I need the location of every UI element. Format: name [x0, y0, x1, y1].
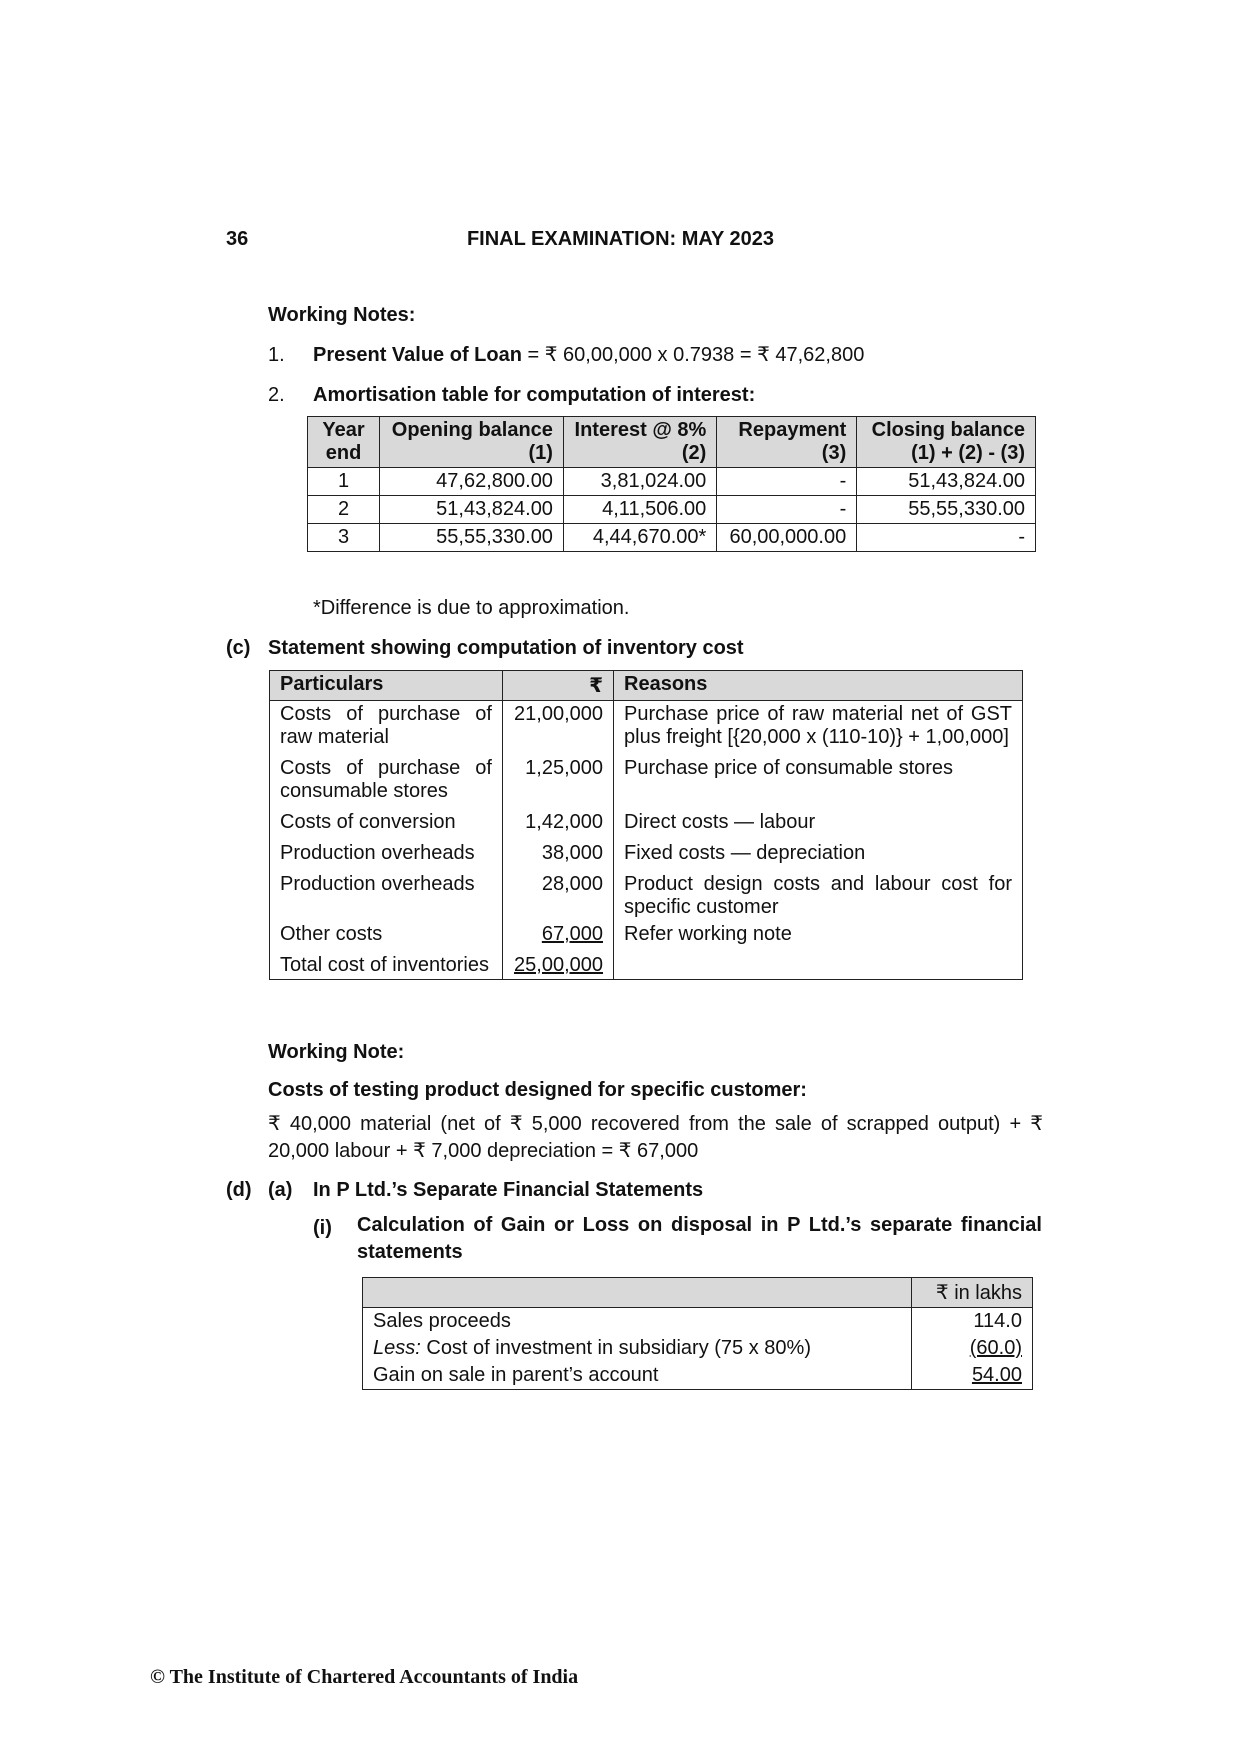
- table-cell: -: [717, 496, 857, 524]
- table-row: [270, 871, 1023, 921]
- table-cell: 1,25,000: [503, 755, 614, 809]
- working-note-text: ₹ 40,000 material (net of ₹ 5,000 recovered from the sale of scrapped output) + ₹ 20,000 labour + ₹ 7,000 depreciation = ₹ 67,000: [268, 1113, 1043, 1162]
- table-cell: Purchase price of raw material net of GST plus freight [{20,000 x (110-10)} + 1,00,000]: [614, 701, 1023, 756]
- note1-label: Present Value of Loan: [313, 344, 522, 366]
- table-cell: Production overheads: [270, 840, 503, 871]
- working-note-heading: Working Note:: [268, 1041, 405, 1063]
- table-cell: -: [857, 524, 1036, 552]
- table-cell: Refer working note: [614, 921, 1023, 952]
- gain-loss-header-row: [363, 1278, 1033, 1308]
- table-row: [270, 809, 1023, 840]
- table-cell: Purchase price of consumable stores: [614, 755, 1023, 809]
- table-cell: Fixed costs — depreciation: [614, 840, 1023, 871]
- amortisation-header-row: [308, 417, 1036, 468]
- section-c-heading: Statement showing computation of inventory cost: [268, 637, 744, 659]
- table-cell: Gain on sale in parent’s account: [363, 1362, 912, 1390]
- note2-number: 2.: [268, 384, 285, 406]
- gain-loss-header-unit: ₹ in lakhs: [912, 1278, 1033, 1308]
- table-cell: Direct costs — labour: [614, 809, 1023, 840]
- table-cell: 47,62,800.00: [380, 468, 564, 496]
- table-row: [308, 468, 1036, 496]
- table-cell: Costs of conversion: [270, 809, 503, 840]
- table-cell: 28,000: [503, 871, 614, 921]
- table-row: [270, 701, 1023, 756]
- table-cell: Costs of purchase of raw material: [270, 701, 503, 756]
- gain-loss-table: [362, 1277, 1033, 1390]
- table-cell: Costs of purchase of consumable stores: [270, 755, 503, 809]
- table-cell: 1: [308, 468, 380, 496]
- section-c-label: (c): [226, 637, 251, 659]
- table-cell: 4,44,670.00*: [563, 524, 716, 552]
- note2-label: Amortisation table for computation of interest:: [313, 384, 756, 406]
- table-cell: [614, 952, 1023, 980]
- table-cell: 1,42,000: [503, 809, 614, 840]
- footer-copyright: © The Institute of Chartered Accountants of India: [150, 1666, 579, 1688]
- table-row: [308, 524, 1036, 552]
- working-note-subheading: Costs of testing product designed for specific customer:: [268, 1079, 807, 1101]
- note1: [313, 343, 864, 367]
- amortisation-header-year: Year end: [308, 417, 380, 468]
- table-row: [270, 840, 1023, 871]
- page-number: 36: [226, 228, 249, 250]
- item-i-heading: Calculation of Gain or Loss on disposal in P Ltd.’s separate financial statements: [357, 1214, 1042, 1263]
- table-cell: -: [717, 468, 857, 496]
- table-cell: Total cost of inventories: [270, 952, 503, 980]
- note1-number: 1.: [268, 344, 285, 366]
- table-cell: 3: [308, 524, 380, 552]
- table-cell: 67,000: [503, 921, 614, 952]
- gain-loss-header-blank: [363, 1278, 912, 1308]
- table-cell: (60.0): [912, 1335, 1033, 1362]
- table-cell: 55,55,330.00: [857, 496, 1036, 524]
- amortisation-table: [307, 416, 1036, 552]
- working-notes-heading: Working Notes:: [268, 304, 416, 326]
- section-d-sublabel: (a): [268, 1179, 293, 1201]
- inventory-header-particulars: Particulars: [270, 671, 503, 701]
- amortisation-header-repayment: Repayment (3): [717, 417, 857, 468]
- table-cell: 25,00,000: [503, 952, 614, 980]
- table-cell: Product design costs and labour cost for specific customer: [614, 871, 1023, 921]
- table-cell: 38,000: [503, 840, 614, 871]
- table-cell: 3,81,024.00: [563, 468, 716, 496]
- table-row: [363, 1335, 1033, 1362]
- amortisation-header-opening: Opening balance (1): [380, 417, 564, 468]
- table-cell: 2: [308, 496, 380, 524]
- table-cell: Less: Cost of investment in subsidiary (75 x 80%): [363, 1335, 912, 1362]
- inventory-cost-table: [269, 670, 1023, 980]
- item-i-label: (i): [313, 1217, 332, 1239]
- table-cell: 51,43,824.00: [857, 468, 1036, 496]
- table-cell: Sales proceeds: [363, 1308, 912, 1336]
- table-cell: 60,00,000.00: [717, 524, 857, 552]
- table-cell: 54.00: [912, 1362, 1033, 1390]
- running-header: FINAL EXAMINATION: MAY 2023: [466, 228, 775, 250]
- table-row: [270, 921, 1023, 952]
- table-cell: Production overheads: [270, 871, 503, 921]
- table-row: [270, 755, 1023, 809]
- amortisation-header-interest: Interest @ 8% (2): [563, 417, 716, 468]
- table-cell: Other costs: [270, 921, 503, 952]
- table-row: [270, 952, 1023, 980]
- table-row: [308, 496, 1036, 524]
- note1-text: = ₹ 60,00,000 x 0.7938 = ₹ 47,62,800: [521, 344, 865, 366]
- table-cell: 51,43,824.00: [380, 496, 564, 524]
- table-row: [363, 1308, 1033, 1336]
- table-cell: 21,00,000: [503, 701, 614, 756]
- section-d-heading: In P Ltd.’s Separate Financial Statements: [313, 1179, 704, 1201]
- amortisation-header-closing: Closing balance (1) + (2) - (3): [857, 417, 1036, 468]
- amortisation-footnote: *Difference is due to approximation.: [313, 597, 630, 619]
- inventory-header-row: [270, 671, 1023, 701]
- section-d-label: (d): [226, 1179, 252, 1201]
- table-cell: 55,55,330.00: [380, 524, 564, 552]
- inventory-header-amount: ₹: [503, 671, 614, 701]
- table-cell: 114.0: [912, 1308, 1033, 1336]
- table-cell: 4,11,506.00: [563, 496, 716, 524]
- inventory-header-reasons: Reasons: [614, 671, 1023, 701]
- table-row: [363, 1362, 1033, 1390]
